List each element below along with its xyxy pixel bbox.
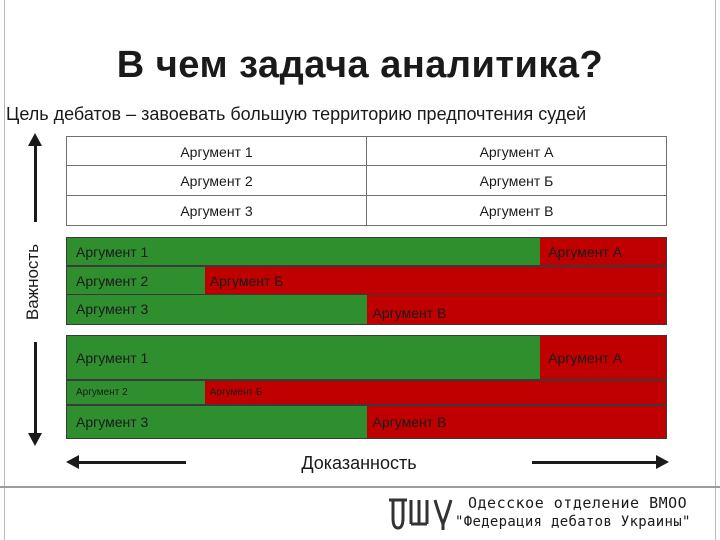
green-segment: [67, 336, 540, 379]
bar-right-label: Аргумент В: [372, 305, 447, 321]
green-segment: [67, 295, 367, 324]
subtitle-rest: – завоевать большую территорию предпочтения судей: [121, 104, 587, 124]
importance-axis-label: [8, 222, 58, 342]
subtitle-strong: Цель дебатов: [6, 104, 122, 124]
arrow-down-icon: [28, 433, 42, 446]
bar-right-label: Аргумент А: [548, 243, 623, 260]
table-row: [66, 166, 667, 196]
green-segment: [67, 238, 540, 265]
bar-row: [66, 405, 667, 439]
bar-left-label: Аргумент 1: [76, 349, 149, 366]
bar-right-label: Аргумент Б: [209, 387, 263, 398]
evidence-axis-label: Доказанность: [186, 452, 532, 474]
table-row: [66, 196, 667, 226]
federation-logo-icon: [387, 494, 453, 532]
table-cell: Аргумент В: [367, 196, 667, 226]
red-segment: [540, 336, 666, 379]
table-cell: Аргумент Б: [367, 166, 667, 196]
table-cell: Аргумент 2: [66, 166, 367, 196]
green-segment: [67, 381, 205, 404]
footer-divider: [0, 486, 720, 488]
table-cell: Аргумент 3: [66, 196, 367, 226]
red-segment: [205, 381, 666, 404]
bar-row: [66, 380, 667, 405]
table-cell: Аргумент А: [367, 136, 667, 166]
arrow-right-icon: [656, 455, 669, 469]
table-cell: Аргумент 1: [66, 136, 367, 166]
bar-left-label: Аргумент 2: [76, 387, 128, 398]
arrow-up-icon: [28, 133, 42, 146]
table-row: [66, 136, 667, 166]
bar-left-label: Аргумент 2: [76, 272, 149, 289]
bar-left-label: Аргумент 3: [76, 301, 149, 317]
green-segment: [67, 267, 205, 294]
bar-row: [66, 335, 667, 380]
bar-row: [66, 266, 667, 295]
red-segment: [367, 295, 667, 324]
bar-right-label: Аргумент Б: [209, 272, 284, 289]
arguments-table: [66, 136, 667, 226]
importance-axis-text: Важность: [23, 243, 42, 321]
bar-left-label: Аргумент 3: [76, 414, 149, 430]
bar-left-label: Аргумент 1: [76, 243, 149, 260]
bar-row: [66, 237, 667, 266]
red-segment: [367, 406, 667, 438]
slide-title: В чем задача аналитика?: [116, 44, 604, 86]
red-segment: [205, 267, 666, 294]
green-segment: [67, 406, 367, 438]
organization-name-line2: "Федерация дебатов Украины": [455, 514, 691, 530]
bar-row: [66, 294, 667, 325]
bar-right-label: Аргумент А: [548, 349, 623, 366]
arrow-left-icon: [66, 455, 79, 469]
organization-name-line1: Одесское отделение ВМОО: [468, 494, 688, 512]
red-segment: [540, 238, 666, 265]
bar-right-label: Аргумент В: [372, 414, 447, 430]
slide-subtitle: [6, 104, 718, 125]
